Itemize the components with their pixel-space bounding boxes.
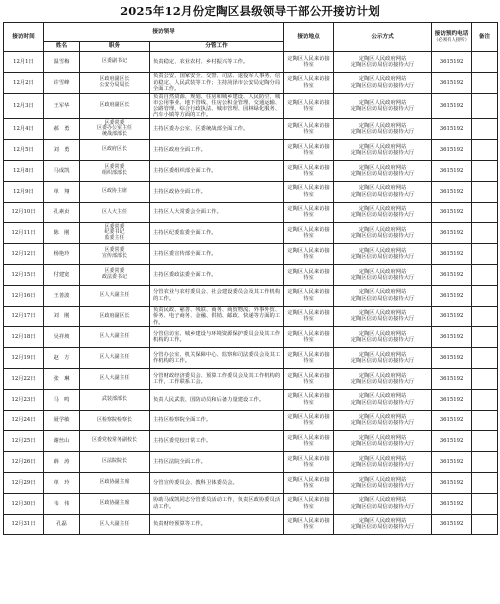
row-notice: 定陶区人民政府网站 定陶区信访局信访接待大厅 [334, 93, 432, 119]
table-row [4, 452, 498, 473]
header-date: 接访时间 [4, 23, 44, 52]
row-phone: 3615192 [432, 389, 472, 410]
document-page [3, 0, 497, 535]
row-location: 定陶区人民来访接待室 [284, 410, 334, 431]
row-phone: 3615192 [432, 472, 472, 493]
row-phone: 3615192 [432, 181, 472, 202]
row-date: 12月4日 [4, 119, 44, 140]
row-phone: 3615192 [432, 72, 472, 93]
row-duty: 主持区政协全面工作。 [150, 181, 284, 202]
row-date: 12月18日 [4, 327, 44, 348]
row-remark [472, 431, 498, 452]
row-position: 区政府副区长 公安分局局长 [80, 72, 150, 93]
table-row [4, 223, 498, 244]
row-phone: 3615192 [432, 306, 472, 327]
row-name: 王善波 [44, 285, 80, 306]
row-duty: 主持区委政法委全面工作。 [150, 264, 284, 285]
row-position: 区政协主席 [80, 181, 150, 202]
row-duty: 主持区纪委监委全面工作。 [150, 223, 284, 244]
row-phone: 3615192 [432, 285, 472, 306]
row-position: 区检察院检察长 [80, 410, 150, 431]
row-position: 区人大副主任 [80, 514, 150, 535]
row-name: 韦 伟 [44, 493, 80, 514]
table-row [4, 514, 498, 535]
row-notice: 定陶区人民政府网站 定陶区信访局信访接待大厅 [334, 140, 432, 161]
row-remark [472, 493, 498, 514]
row-location: 定陶区人民来访接待室 [284, 202, 334, 223]
row-phone: 3615192 [432, 327, 472, 348]
row-notice: 定陶区人民政府网站 定陶区信访局信访接待大厅 [334, 161, 432, 182]
row-phone: 3615192 [432, 119, 472, 140]
row-date: 12月15日 [4, 264, 44, 285]
row-phone: 3615192 [432, 140, 472, 161]
row-phone: 3615192 [432, 452, 472, 473]
row-remark [472, 389, 498, 410]
row-remark [472, 472, 498, 493]
row-name: 陈 刚 [44, 223, 80, 244]
row-date: 12月5日 [4, 140, 44, 161]
row-remark [472, 327, 498, 348]
row-name: 马成凯 [44, 161, 80, 182]
row-duty: 主持区委宣传部全面工作。 [150, 244, 284, 265]
table-row [4, 264, 498, 285]
row-phone: 3615192 [432, 410, 472, 431]
header-remark: 备注 [472, 23, 498, 52]
row-duty: 负责自然资源、规划、住房和城乡建设、人民防空、城市公用事业、地下管线、住房公积金管理、交通运输、公路管理、综合行政执法、城市管理、园林绿化服务、汽车小镇等方面的工作。 [150, 93, 284, 119]
row-phone: 3615192 [432, 93, 472, 119]
row-remark [472, 306, 498, 327]
row-position: 区委常委 宣传部部长 [80, 244, 150, 265]
row-position: 区委副书记 [80, 52, 150, 73]
row-notice: 定陶区人民政府网站 定陶区信访局信访接待大厅 [334, 410, 432, 431]
row-date: 12月12日 [4, 244, 44, 265]
table-row [4, 472, 498, 493]
row-notice: 定陶区人民政府网站 定陶区信访局信访接待大厅 [334, 72, 432, 93]
row-remark [472, 223, 498, 244]
row-position: 区政府区长 [80, 140, 150, 161]
row-date: 12月25日 [4, 431, 44, 452]
row-duty: 负责财经预算等工作。 [150, 514, 284, 535]
row-name: 马 鸣 [44, 389, 80, 410]
row-date: 12月17日 [4, 306, 44, 327]
row-location: 定陶区人民来访接待室 [284, 161, 334, 182]
row-date: 12月8日 [4, 161, 44, 182]
row-position: 区政府副区长 [80, 93, 150, 119]
row-notice: 定陶区人民政府网站 定陶区信访局信访接待大厅 [334, 223, 432, 244]
row-notice: 定陶区人民政府网站 定陶区信访局信访接待大厅 [334, 202, 432, 223]
row-date: 12月9日 [4, 181, 44, 202]
row-location: 定陶区人民来访接待室 [284, 264, 334, 285]
table-row [4, 119, 498, 140]
row-position: 区委常委 政法委书记 [80, 264, 150, 285]
row-remark [472, 368, 498, 389]
row-remark [472, 93, 498, 119]
row-location: 定陶区人民来访接待室 [284, 93, 334, 119]
header-name: 姓名 [44, 42, 80, 52]
row-name: 赵 方 [44, 348, 80, 369]
row-location: 定陶区人民来访接待室 [284, 140, 334, 161]
row-notice: 定陶区人民政府网站 定陶区信访局信访接待大厅 [334, 119, 432, 140]
table-row [4, 327, 498, 348]
row-location: 定陶区人民来访接待室 [284, 223, 334, 244]
row-date: 12月11日 [4, 223, 44, 244]
header-phone-hint: （必须有人接听） [433, 37, 470, 43]
row-location: 定陶区人民来访接待室 [284, 181, 334, 202]
row-duty: 负责人民武装、国防动员和后备力量建设工作。 [150, 389, 284, 410]
row-position: 区政协副主席 [80, 472, 150, 493]
row-remark [472, 181, 498, 202]
row-location: 定陶区人民来访接待室 [284, 389, 334, 410]
row-name: 王军华 [44, 93, 80, 119]
row-duty: 分管农业与农村委员会、社会建设委员会及其工作机构的工作。 [150, 285, 284, 306]
row-location: 定陶区人民来访接待室 [284, 493, 334, 514]
row-name: 温雪梅 [44, 52, 80, 73]
header-duty: 分管工作 [150, 42, 284, 52]
row-name: 孔磊 [44, 514, 80, 535]
row-location: 定陶区人民来访接待室 [284, 472, 334, 493]
row-remark [472, 72, 498, 93]
row-location: 定陶区人民来访接待室 [284, 452, 334, 473]
row-notice: 定陶区人民政府网站 定陶区信访局信访接待大厅 [334, 493, 432, 514]
row-phone: 3615192 [432, 368, 472, 389]
row-position: 区人大主任 [80, 202, 150, 223]
table-row [4, 52, 498, 73]
row-name: 单 玲 [44, 472, 80, 493]
row-duty: 负责公安、国家安全、交警、司法、退役军人事务、信访稳定、人民武装等工作；主持菏泽市公安局定陶分局全面工作。 [150, 72, 284, 93]
row-position: 区委常委 组织部部长 [80, 161, 150, 182]
row-location: 定陶区人民来访接待室 [284, 244, 334, 265]
row-remark [472, 52, 498, 73]
row-notice: 定陶区人民政府网站 定陶区信访局信访接待大厅 [334, 389, 432, 410]
row-remark [472, 264, 498, 285]
header-leader: 接访领导 [44, 23, 284, 42]
row-location: 定陶区人民来访接待室 [284, 52, 334, 73]
row-name: 吴祥坡 [44, 327, 80, 348]
row-date: 12月19日 [4, 348, 44, 369]
row-notice: 定陶区人民政府网站 定陶区信访局信访接待大厅 [334, 306, 432, 327]
row-date: 12月22日 [4, 368, 44, 389]
row-name: 许雪峰 [44, 72, 80, 93]
row-date: 12月24日 [4, 410, 44, 431]
header-phone-label: 接访预约电话 [434, 31, 469, 38]
table-row [4, 72, 498, 93]
schedule-table [3, 22, 498, 535]
row-notice: 定陶区人民政府网站 定陶区信访局信访接待大厅 [334, 514, 432, 535]
row-position: 区人大副主任 [80, 327, 150, 348]
table-row [4, 493, 498, 514]
table-row [4, 348, 498, 369]
table-header-row [4, 23, 498, 42]
row-location: 定陶区人民来访接待室 [284, 514, 334, 535]
row-notice: 定陶区人民政府网站 定陶区信访局信访接待大厅 [334, 452, 432, 473]
row-phone: 3615192 [432, 52, 472, 73]
row-position: 武装部部长 [80, 389, 150, 410]
row-duty: 分管财政经济委员会、预算工作委员会及其工作机构的工作，工作联系工会。 [150, 368, 284, 389]
row-remark [472, 119, 498, 140]
row-name: 谢丝山 [44, 431, 80, 452]
row-date: 12月29日 [4, 472, 44, 493]
row-date: 12月23日 [4, 389, 44, 410]
row-date: 12月16日 [4, 285, 44, 306]
row-remark [472, 514, 498, 535]
row-location: 定陶区人民来访接待室 [284, 348, 334, 369]
row-phone: 3615192 [432, 493, 472, 514]
header-location: 接访地点 [284, 23, 334, 52]
row-name: 张 琳 [44, 368, 80, 389]
row-duty: 主持区人大常委会全面工作。 [150, 202, 284, 223]
table-row [4, 202, 498, 223]
row-position: 区法院院长 [80, 452, 150, 473]
row-phone: 3615192 [432, 348, 472, 369]
row-name: 付建宽 [44, 264, 80, 285]
row-phone: 3615192 [432, 161, 472, 182]
row-position: 区委常委 区委办公室主任 统战部部长 [80, 119, 150, 140]
row-name: 郝 勇 [44, 119, 80, 140]
row-duty: 主持区法院全面工作。 [150, 452, 284, 473]
row-remark [472, 285, 498, 306]
row-duty: 分管宣传委员会、教科卫体委员会。 [150, 472, 284, 493]
header-position: 职务 [80, 42, 150, 52]
row-phone: 3615192 [432, 514, 472, 535]
row-date: 12月2日 [4, 72, 44, 93]
row-remark [472, 161, 498, 182]
row-name: 孔素贞 [44, 202, 80, 223]
row-remark [472, 452, 498, 473]
row-date: 12月31日 [4, 514, 44, 535]
row-duty: 分管办公室、机关保障中心、监察和司法委员会及其工作机构的工作。 [150, 348, 284, 369]
row-duty: 负责稳定、农业农村、乡村振兴等工作。 [150, 52, 284, 73]
row-location: 定陶区人民来访接待室 [284, 431, 334, 452]
row-name: 刘 勇 [44, 140, 80, 161]
row-remark [472, 244, 498, 265]
row-notice: 定陶区人民政府网站 定陶区信访局信访接待大厅 [334, 181, 432, 202]
table-row [4, 181, 498, 202]
row-position: 区政协副主席 [80, 493, 150, 514]
row-phone: 3615192 [432, 431, 472, 452]
row-location: 定陶区人民来访接待室 [284, 119, 334, 140]
row-date: 12月26日 [4, 452, 44, 473]
table-body [4, 52, 498, 535]
row-position: 区人大副主任 [80, 285, 150, 306]
row-duty: 主持区委办公室、区委统战部全面工作。 [150, 119, 284, 140]
table-row [4, 410, 498, 431]
row-duty: 负责民政、慈善、残联、商务、商贸物流、外事外贸、侨务、电子商务、金融、供销、邮政、快递等方面的工作。 [150, 306, 284, 327]
header-notice: 公示方式 [334, 23, 432, 52]
row-location: 定陶区人民来访接待室 [284, 327, 334, 348]
row-date: 12月30日 [4, 493, 44, 514]
row-position: 区委党校常务副校长 [80, 431, 150, 452]
table-row [4, 306, 498, 327]
row-position: 区政府副区长 [80, 306, 150, 327]
row-location: 定陶区人民来访接待室 [284, 72, 334, 93]
row-phone: 3615192 [432, 244, 472, 265]
row-name: 刘 刚 [44, 306, 80, 327]
table-row [4, 140, 498, 161]
row-position: 区人大副主任 [80, 368, 150, 389]
table-row [4, 285, 498, 306]
row-duty: 主持区政府全面工作。 [150, 140, 284, 161]
row-location: 定陶区人民来访接待室 [284, 285, 334, 306]
row-phone: 3615192 [432, 264, 472, 285]
header-phone [432, 23, 472, 52]
row-duty: 分管信访室、城乡建设与环境资源保护委员会及其工作机构的工作。 [150, 327, 284, 348]
row-notice: 定陶区人民政府网站 定陶区信访局信访接待大厅 [334, 348, 432, 369]
row-notice: 定陶区人民政府网站 定陶区信访局信访接待大厅 [334, 244, 432, 265]
row-duty: 主持区委组织部全面工作。 [150, 161, 284, 182]
row-duty: 主持区委党校日常工作。 [150, 431, 284, 452]
row-date: 12月10日 [4, 202, 44, 223]
row-phone: 3615192 [432, 223, 472, 244]
document-title: 2025年12月份定陶区县级领导干部公开接访计划 [120, 4, 380, 18]
row-remark [472, 140, 498, 161]
row-notice: 定陶区人民政府网站 定陶区信访局信访接待大厅 [334, 431, 432, 452]
row-remark [472, 202, 498, 223]
row-duty: 协助马成凯同志分管委员活动工作，负责区政协委员活动工作。 [150, 493, 284, 514]
row-remark [472, 348, 498, 369]
row-notice: 定陶区人民政府网站 定陶区信访局信访接待大厅 [334, 52, 432, 73]
row-date: 12月1日 [4, 52, 44, 73]
row-location: 定陶区人民来访接待室 [284, 306, 334, 327]
row-location: 定陶区人民来访接待室 [284, 368, 334, 389]
table-row [4, 389, 498, 410]
row-notice: 定陶区人民政府网站 定陶区信访局信访接待大厅 [334, 327, 432, 348]
table-row [4, 431, 498, 452]
table-row [4, 244, 498, 265]
row-position: 区人大副主任 [80, 348, 150, 369]
row-notice: 定陶区人民政府网站 定陶区信访局信访接待大厅 [334, 368, 432, 389]
row-position: 区委常委 纪委书记 监委主任 [80, 223, 150, 244]
row-name: 单 翔 [44, 181, 80, 202]
row-remark [472, 410, 498, 431]
table-row [4, 93, 498, 119]
table-row [4, 161, 498, 182]
row-name: 薛 涛 [44, 452, 80, 473]
row-name: 聂学敏 [44, 410, 80, 431]
row-duty: 主持区检察院全面工作。 [150, 410, 284, 431]
row-notice: 定陶区人民政府网站 定陶区信访局信访接待大厅 [334, 264, 432, 285]
table-row [4, 368, 498, 389]
row-phone: 3615192 [432, 202, 472, 223]
row-date: 12月3日 [4, 93, 44, 119]
row-notice: 定陶区人民政府网站 定陶区信访局信访接待大厅 [334, 285, 432, 306]
row-name: 杨艳玲 [44, 244, 80, 265]
row-notice: 定陶区人民政府网站 定陶区信访局信访接待大厅 [334, 472, 432, 493]
